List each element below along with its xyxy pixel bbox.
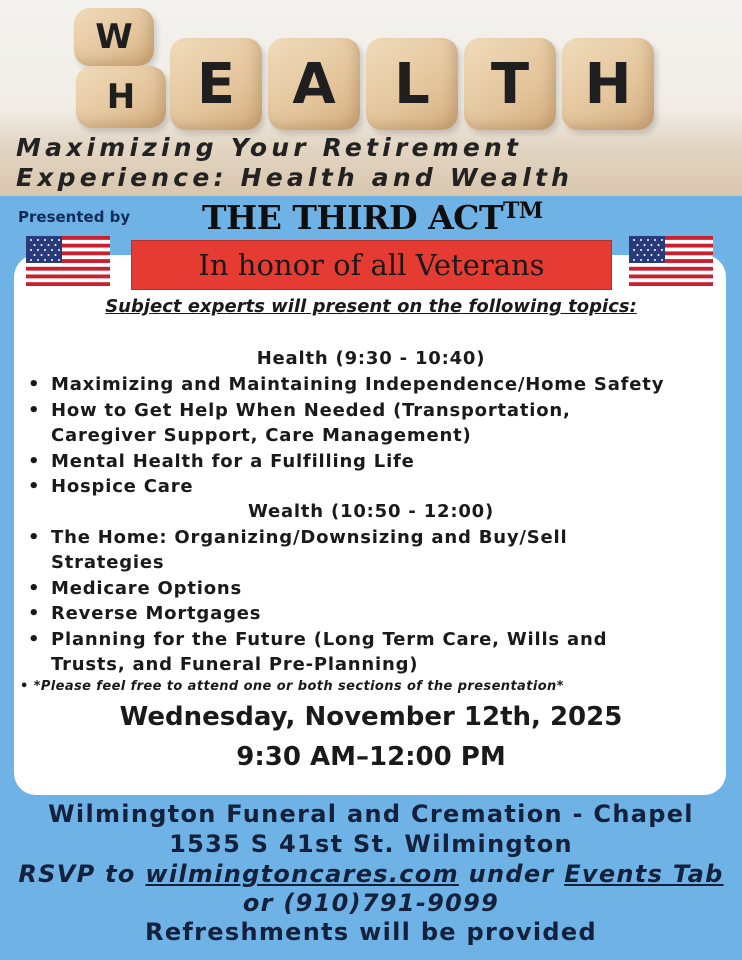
topic-text: Medicare Options <box>51 578 242 599</box>
brand-text: THE THIRD ACT <box>202 198 504 237</box>
topic-text: How to Get Help When Needed (Transportation, Caregiver Support, Care Management) <box>51 400 571 446</box>
presented-by-label: Presented by <box>18 208 131 226</box>
event-time: 9:30 AM–12:00 PM <box>236 742 506 772</box>
list-item: • Medicare Options <box>28 576 728 601</box>
topic-text: Mental Health for a Fulfilling Life <box>51 451 415 472</box>
rsvp-line <box>0 860 742 888</box>
veterans-banner-text: In honor of all Veterans <box>198 248 545 282</box>
letter-cube-w: W <box>74 8 154 66</box>
list-item: • How to Get Help When Needed (Transportation, Caregiver Support, Care Management) <box>28 398 628 448</box>
topic-text: Planning for the Future (Long Term Care, Wills and Trusts, and Funeral Pre-Planning) <box>51 629 608 675</box>
refreshments-note: Refreshments will be provided <box>145 918 597 946</box>
letter-cube-e: E <box>170 38 262 130</box>
wealth-section-title: Wealth (10:50 - 12:00) <box>247 501 495 522</box>
topics-intro: Subject experts will present on the following topics: <box>105 296 637 317</box>
list-item: • The Home: Organizing/Downsizing and Buy/Sell Strategies <box>28 525 638 575</box>
letter-cube-h-small: H <box>76 66 166 128</box>
health-section-title: Health (9:30 - 10:40) <box>256 348 486 369</box>
list-item: • Mental Health for a Fulfilling Life <box>28 449 728 474</box>
rsvp-middle: under <box>468 860 555 888</box>
rsvp-prefix: RSVP to <box>18 860 136 888</box>
tagline-line-1: Maximizing Your Retirement <box>16 133 523 162</box>
event-date: Wednesday, November 12th, 2025 <box>119 702 623 732</box>
list-item: • Hospice Care <box>28 474 728 499</box>
veterans-banner <box>131 240 612 290</box>
topic-text: Reverse Mortgages <box>51 603 262 624</box>
us-flag-icon-right <box>629 236 713 286</box>
topic-text: The Home: Organizing/Downsizing and Buy/Sell Strategies <box>51 527 568 573</box>
venue-address: 1535 S 41st St. Wilmington <box>169 830 573 858</box>
list-item: • Maximizing and Maintaining Independence/Home Safety <box>28 372 728 397</box>
letter-cube-t: T <box>464 38 556 130</box>
hero-image <box>0 0 742 196</box>
events-tab-link[interactable]: Events Tab <box>564 860 724 888</box>
attendance-note: • *Please feel free to attend one or both sections of the presentation* <box>20 679 564 694</box>
list-item: • Reverse Mortgages <box>28 601 728 626</box>
list-item: • Planning for the Future (Long Term Care, Wills and Trusts, and Funeral Pre-Planning) <box>28 627 668 677</box>
attendance-note-text: *Please feel free to attend one or both sections of the presentation* <box>33 679 564 694</box>
topic-text: Maximizing and Maintaining Independence/Home Safety <box>51 374 665 395</box>
venue-name: Wilmington Funeral and Cremation - Chapel <box>48 800 694 828</box>
rsvp-website-link[interactable]: wilmingtoncares.com <box>145 860 459 888</box>
letter-cube-a: A <box>268 38 360 130</box>
brand-name <box>202 198 543 237</box>
letter-cube-l: L <box>366 38 458 130</box>
letter-cube-h: H <box>562 38 654 130</box>
us-flag-icon-left <box>26 236 110 286</box>
tagline-line-2: Experience: Health and Wealth <box>16 163 574 192</box>
brand-trademark: TM <box>503 198 543 224</box>
rsvp-phone: or (910)791-9099 <box>242 889 500 917</box>
topic-text: Hospice Care <box>51 476 194 497</box>
